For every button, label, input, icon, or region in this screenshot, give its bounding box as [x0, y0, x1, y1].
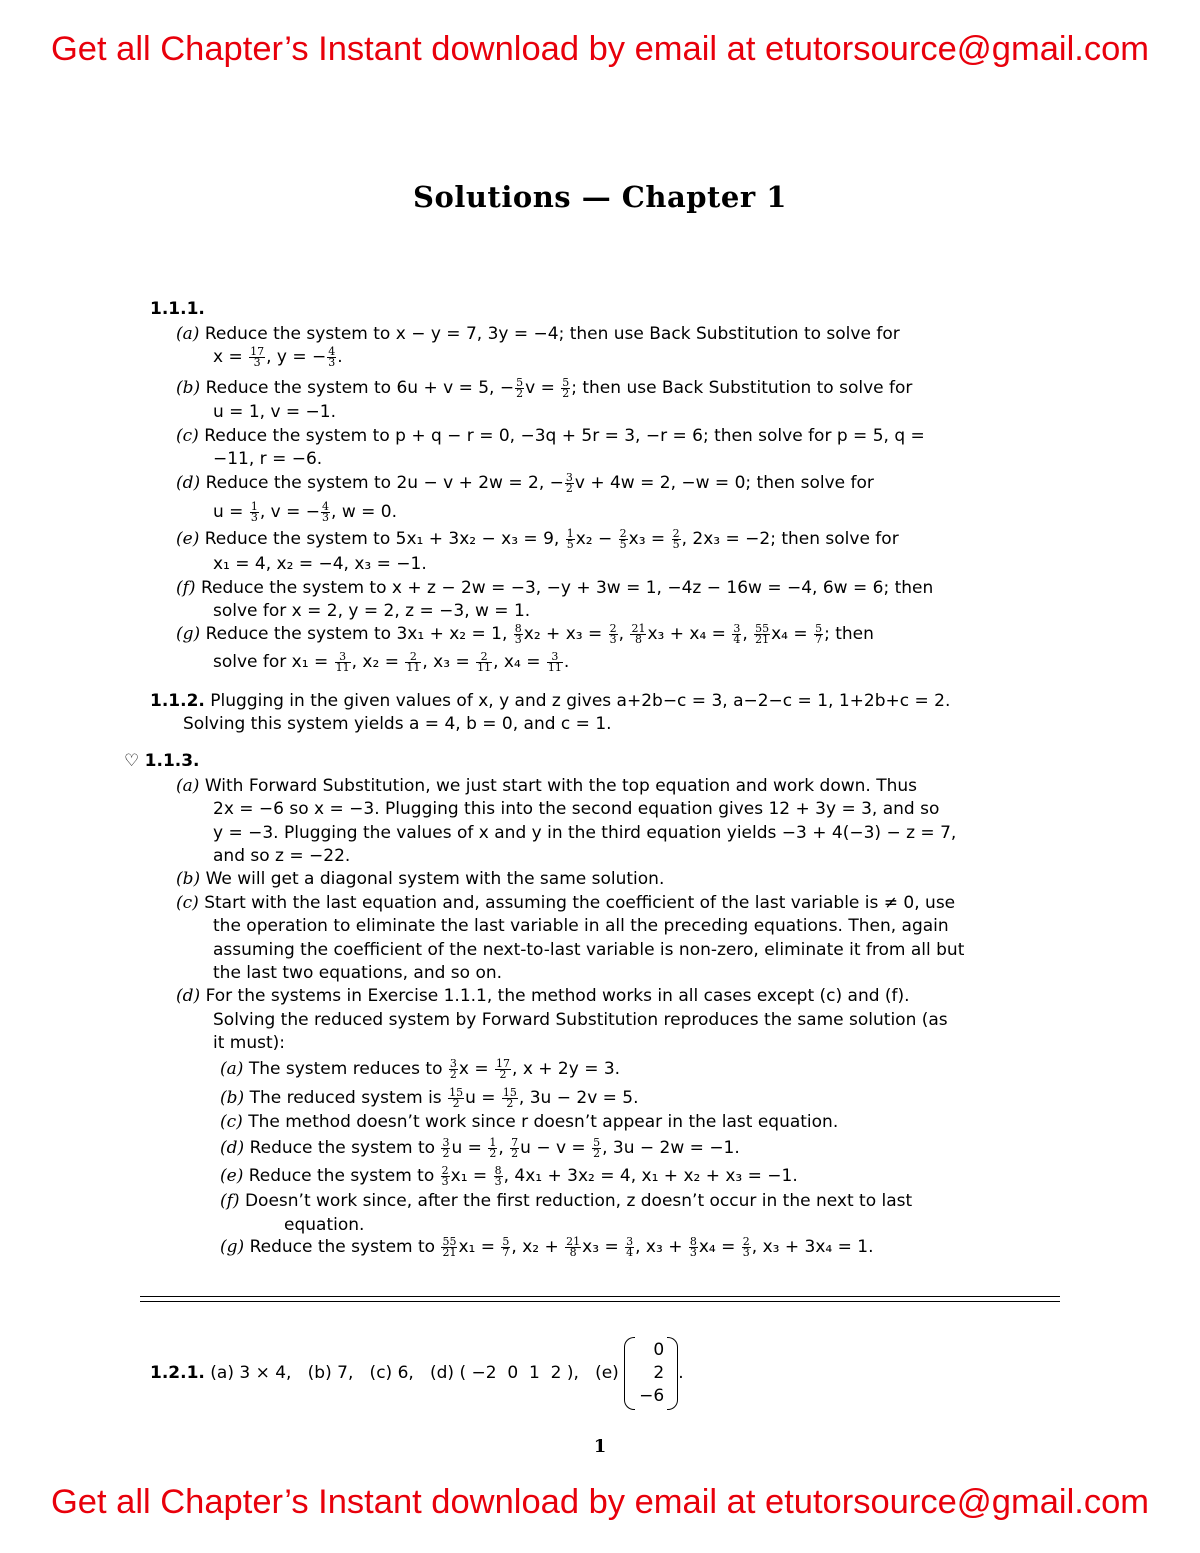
item-label: (c) — [220, 1112, 243, 1132]
text: x₂ − — [575, 529, 613, 549]
ex113-sub-b — [220, 1087, 639, 1109]
exercise-number-1-1-2: 1.1.2. — [150, 691, 205, 711]
ex111-b-line-1 — [176, 377, 912, 399]
fraction: $\frac{2}{3}$ — [441, 1163, 449, 1188]
text: x₄ = — [771, 624, 808, 644]
text: v + 4w = 2, −w = 0; then solve for — [574, 473, 874, 493]
fraction: $\frac{1}{3}$ — [250, 499, 258, 524]
text: , 3u − 2v = 5. — [518, 1088, 639, 1108]
ex111-a-line-2 — [213, 346, 343, 368]
text: , — [498, 1138, 504, 1158]
fraction: $\frac{3}{11}$ — [335, 649, 350, 674]
text: Reduce the system to x − y = 7, 3y = −4; then use Back Substitution to solve for — [204, 324, 900, 344]
text: . — [563, 652, 570, 672]
text: (a) 3 × 4, (b) 7, (c) 6, (d) ( −2 0 1 2 ), (e) — [210, 1363, 619, 1383]
item-label: (a) — [176, 776, 200, 796]
text: u = — [465, 1088, 496, 1108]
download-banner-top: Get all Chapter’s Instant download by email at etutorsource@gmail.com — [50, 30, 1150, 68]
fraction: $\frac{55}{21}$ — [755, 621, 770, 646]
ex111-a-line-1 — [176, 323, 900, 345]
item-label: (e) — [220, 1166, 244, 1186]
text: Doesn’t work since, after the first reduction, z doesn’t occur in the next to last — [244, 1191, 913, 1211]
ex111-d-line-1 — [176, 472, 874, 494]
vector-entry: 2 — [653, 1362, 665, 1383]
fraction: $\frac{5}{2}$ — [516, 375, 524, 400]
text: , x₄ = — [493, 652, 541, 672]
left-paren — [624, 1337, 635, 1410]
text: Reduce the system to 5x₁ + 3x₂ − x₃ = 9, — [204, 529, 560, 549]
fraction: $\frac{3}{11}$ — [547, 649, 562, 674]
page-title: Solutions — Chapter 1 — [413, 180, 787, 214]
fraction: $\frac{5}{7}$ — [815, 621, 823, 646]
ex113-a-line-3: y = −3. Plugging the values of x and y in the third equation yields −3 + 4(−3) − z = 7, — [213, 823, 957, 843]
fraction: $\frac{5}{7}$ — [502, 1234, 510, 1259]
fraction: $\frac{2}{3}$ — [742, 1234, 750, 1259]
page-number: 1 — [593, 1436, 607, 1457]
vector-entry: 0 — [653, 1339, 665, 1360]
text: , x₃ + 3x₄ = 1. — [751, 1237, 874, 1257]
ex113-sub-c — [220, 1111, 838, 1133]
text: x₄ = — [698, 1237, 736, 1257]
ex113-sub-e — [220, 1165, 798, 1187]
ex111-g-line-1 — [176, 623, 874, 645]
ex113-d-line-1 — [176, 985, 910, 1007]
text: . — [337, 347, 343, 367]
ex113-a-line-2: 2x = −6 so x = −3. Plugging this into the second equation gives 12 + 3y = 3, and so — [213, 799, 940, 819]
fraction: $\frac{7}{2}$ — [511, 1135, 519, 1160]
item-label: (c) — [176, 893, 199, 913]
text: , — [742, 624, 748, 644]
text: u = — [451, 1138, 482, 1158]
fraction: $\frac{2}{11}$ — [406, 649, 421, 674]
text: x₁ = — [450, 1166, 488, 1186]
fraction: $\frac{2}{11}$ — [477, 649, 492, 674]
text: The method doesn’t work since r doesn’t appear in the last equation. — [248, 1112, 839, 1132]
download-banner-bottom: Get all Chapter’s Instant download by email at etutorsource@gmail.com — [50, 1483, 1150, 1521]
ex113-c-line-4: the last two equations, and so on. — [213, 963, 503, 983]
text: ; then — [824, 624, 874, 644]
vector-entry: −6 — [639, 1385, 665, 1406]
fraction: $\frac{8}{3}$ — [689, 1234, 697, 1259]
fraction: $\frac{4}{3}$ — [322, 499, 330, 524]
fraction: $\frac{3}{4}$ — [733, 621, 741, 646]
text: x₁ = — [458, 1237, 496, 1257]
exercise-number-1-1-3: 1.1.3. — [144, 751, 200, 771]
text: The system reduces to — [248, 1059, 443, 1079]
item-label: (e) — [176, 529, 200, 549]
text: Plugging in the given values of x, y and z gives a+2b−c = 3, a−2−c = 1, 1+2b+c = 2. — [210, 691, 951, 711]
item-label: (f) — [176, 578, 196, 598]
fraction: $\frac{15}{2}$ — [449, 1085, 464, 1110]
item-label: (f) — [220, 1191, 240, 1211]
fraction: $\frac{17}{3}$ — [250, 344, 265, 369]
ex111-c-line-1 — [176, 425, 925, 447]
item-label: (b) — [176, 869, 201, 889]
section-divider-bottom — [140, 1301, 1060, 1302]
ex113-a-line-1 — [176, 775, 917, 797]
ex112-line-1 — [150, 690, 950, 712]
text: u − v = — [520, 1138, 586, 1158]
fraction: $\frac{3}{2}$ — [449, 1056, 457, 1081]
ex113-sub-f-line-1 — [220, 1190, 912, 1212]
section-divider-top — [140, 1296, 1060, 1297]
item-label: (d) — [220, 1138, 245, 1158]
item-label: (g) — [220, 1237, 245, 1257]
text: x = — [458, 1059, 489, 1079]
text: Start with the last equation and, assuming the coefficient of the last variable is ≠ 0, use — [204, 893, 956, 913]
text: ; then use Back Substitution to solve for — [571, 378, 913, 398]
text: , 3u − 2w = −1. — [602, 1138, 740, 1158]
right-paren — [667, 1337, 678, 1410]
fraction: $\frac{3}{2}$ — [442, 1135, 450, 1160]
text: Reduce the system to — [249, 1237, 436, 1257]
text: With Forward Substitution, we just start with the top equation and work down. Thus — [204, 776, 918, 796]
text: Reduce the system to p + q − r = 0, −3q + 5r = 3, −r = 6; then solve for p = 5, q = — [204, 426, 925, 446]
ex121-line — [150, 1338, 684, 1408]
ex113-sub-g — [220, 1236, 874, 1258]
text: , x₃ = — [422, 652, 470, 672]
item-label: (g) — [176, 624, 201, 644]
text: solve for x₁ = — [213, 652, 329, 672]
ex112-line-2: Solving this system yields a = 4, b = 0, and c = 1. — [183, 714, 612, 734]
ex111-f-line-1 — [176, 577, 933, 599]
ex113-sub-a — [220, 1058, 620, 1080]
fraction: $\frac{5}{2}$ — [593, 1135, 601, 1160]
ex111-g-line-2 — [213, 651, 569, 673]
fraction: $\frac{55}{21}$ — [442, 1234, 457, 1259]
ex113-sub-f-line-2: equation. — [284, 1215, 365, 1235]
fraction: $\frac{2}{5}$ — [619, 526, 627, 551]
ex113-sub-d — [220, 1137, 740, 1159]
ex111-e-line-1 — [176, 528, 899, 550]
item-label: (c) — [176, 426, 199, 446]
item-label: (d) — [176, 473, 201, 493]
fraction: $\frac{1}{5}$ — [566, 526, 574, 551]
exercise-number-1-2-1: 1.2.1. — [150, 1363, 205, 1383]
text: x = — [213, 347, 243, 367]
text: , 4x₁ + 3x₂ = 4, x₁ + x₂ + x₃ = −1. — [503, 1166, 798, 1186]
text: , 2x₃ = −2; then solve for — [681, 529, 899, 549]
text: , v = − — [259, 502, 321, 522]
item-label: (b) — [176, 378, 201, 398]
item-label: (d) — [176, 986, 201, 1006]
text: . — [678, 1363, 684, 1383]
fraction: $\frac{3}{2}$ — [565, 470, 573, 495]
ex113-d-line-3: it must): — [213, 1033, 286, 1053]
text: We will get a diagonal system with the same solution. — [205, 869, 665, 889]
fraction: $\frac{8}{3}$ — [494, 1163, 502, 1188]
ex111-d-line-2 — [213, 501, 397, 523]
text: Reduce the system to 3x₁ + x₂ = 1, — [205, 624, 508, 644]
fraction: $\frac{17}{2}$ — [496, 1056, 511, 1081]
text: Reduce the system to 6u + v = 5, − — [205, 378, 515, 398]
text: , x₂ = — [351, 652, 399, 672]
text: , x₃ + — [635, 1237, 683, 1257]
text: , x + 2y = 3. — [512, 1059, 621, 1079]
exercise-number-1-1-1: 1.1.1. — [150, 299, 205, 319]
ex113-heading — [124, 750, 200, 772]
fraction: $\frac{21}{8}$ — [566, 1234, 581, 1259]
ex111-f-line-2: solve for x = 2, y = 2, z = −3, w = 1. — [213, 601, 531, 621]
column-vector — [624, 1339, 678, 1408]
text: x₃ + x₄ = — [647, 624, 726, 644]
text: x₃ = — [628, 529, 666, 549]
text: Reduce the system to — [248, 1166, 435, 1186]
text: x₃ = — [582, 1237, 619, 1257]
text: , y = − — [266, 347, 327, 367]
fraction: $\frac{2}{5}$ — [672, 526, 680, 551]
ex113-d-line-2: Solving the reduced system by Forward Substitution reproduces the same solution (as — [213, 1010, 948, 1030]
fraction: $\frac{2}{3}$ — [609, 621, 617, 646]
text: v = — [525, 378, 555, 398]
ex113-c-line-2: the operation to eliminate the last variable in all the preceding equations. Then, again — [213, 916, 949, 936]
text: , — [618, 624, 625, 644]
text: Reduce the system to — [249, 1138, 436, 1158]
text: For the systems in Exercise 1.1.1, the method works in all cases except (c) and (f). — [205, 986, 910, 1006]
fraction: $\frac{5}{2}$ — [562, 375, 570, 400]
ex113-b-line-1 — [176, 868, 664, 890]
text: x₂ + x₃ = — [523, 624, 603, 644]
fraction: $\frac{3}{4}$ — [626, 1234, 634, 1259]
text: The reduced system is — [249, 1088, 442, 1108]
fraction: $\frac{1}{2}$ — [489, 1135, 497, 1160]
fraction: $\frac{4}{3}$ — [328, 344, 336, 369]
text: Reduce the system to x + z − 2w = −3, −y + 3w = 1, −4z − 16w = −4, 6w = 6; then — [200, 578, 934, 598]
item-label: (b) — [220, 1088, 245, 1108]
text: u = — [213, 502, 244, 522]
text: , w = 0. — [331, 502, 397, 522]
ex111-e-line-2: x₁ = 4, x₂ = −4, x₃ = −1. — [213, 554, 427, 574]
ex113-c-line-1 — [176, 892, 955, 914]
ex111-b-line-2: u = 1, v = −1. — [213, 402, 337, 422]
item-label: (a) — [176, 324, 200, 344]
text: , x₂ + — [511, 1237, 559, 1257]
fraction: $\frac{15}{2}$ — [502, 1085, 517, 1110]
ex111-c-line-2: −11, r = −6. — [213, 449, 323, 469]
heart-icon: ♡ — [124, 751, 140, 771]
item-label: (a) — [220, 1059, 244, 1079]
ex113-c-line-3: assuming the coefficient of the next-to-last variable is non-zero, eliminate it from all but — [213, 940, 965, 960]
fraction: $\frac{21}{8}$ — [631, 621, 646, 646]
text: Reduce the system to 2u − v + 2w = 2, − — [205, 473, 564, 493]
ex113-a-line-4: and so z = −22. — [213, 846, 351, 866]
fraction: $\frac{8}{3}$ — [514, 621, 522, 646]
